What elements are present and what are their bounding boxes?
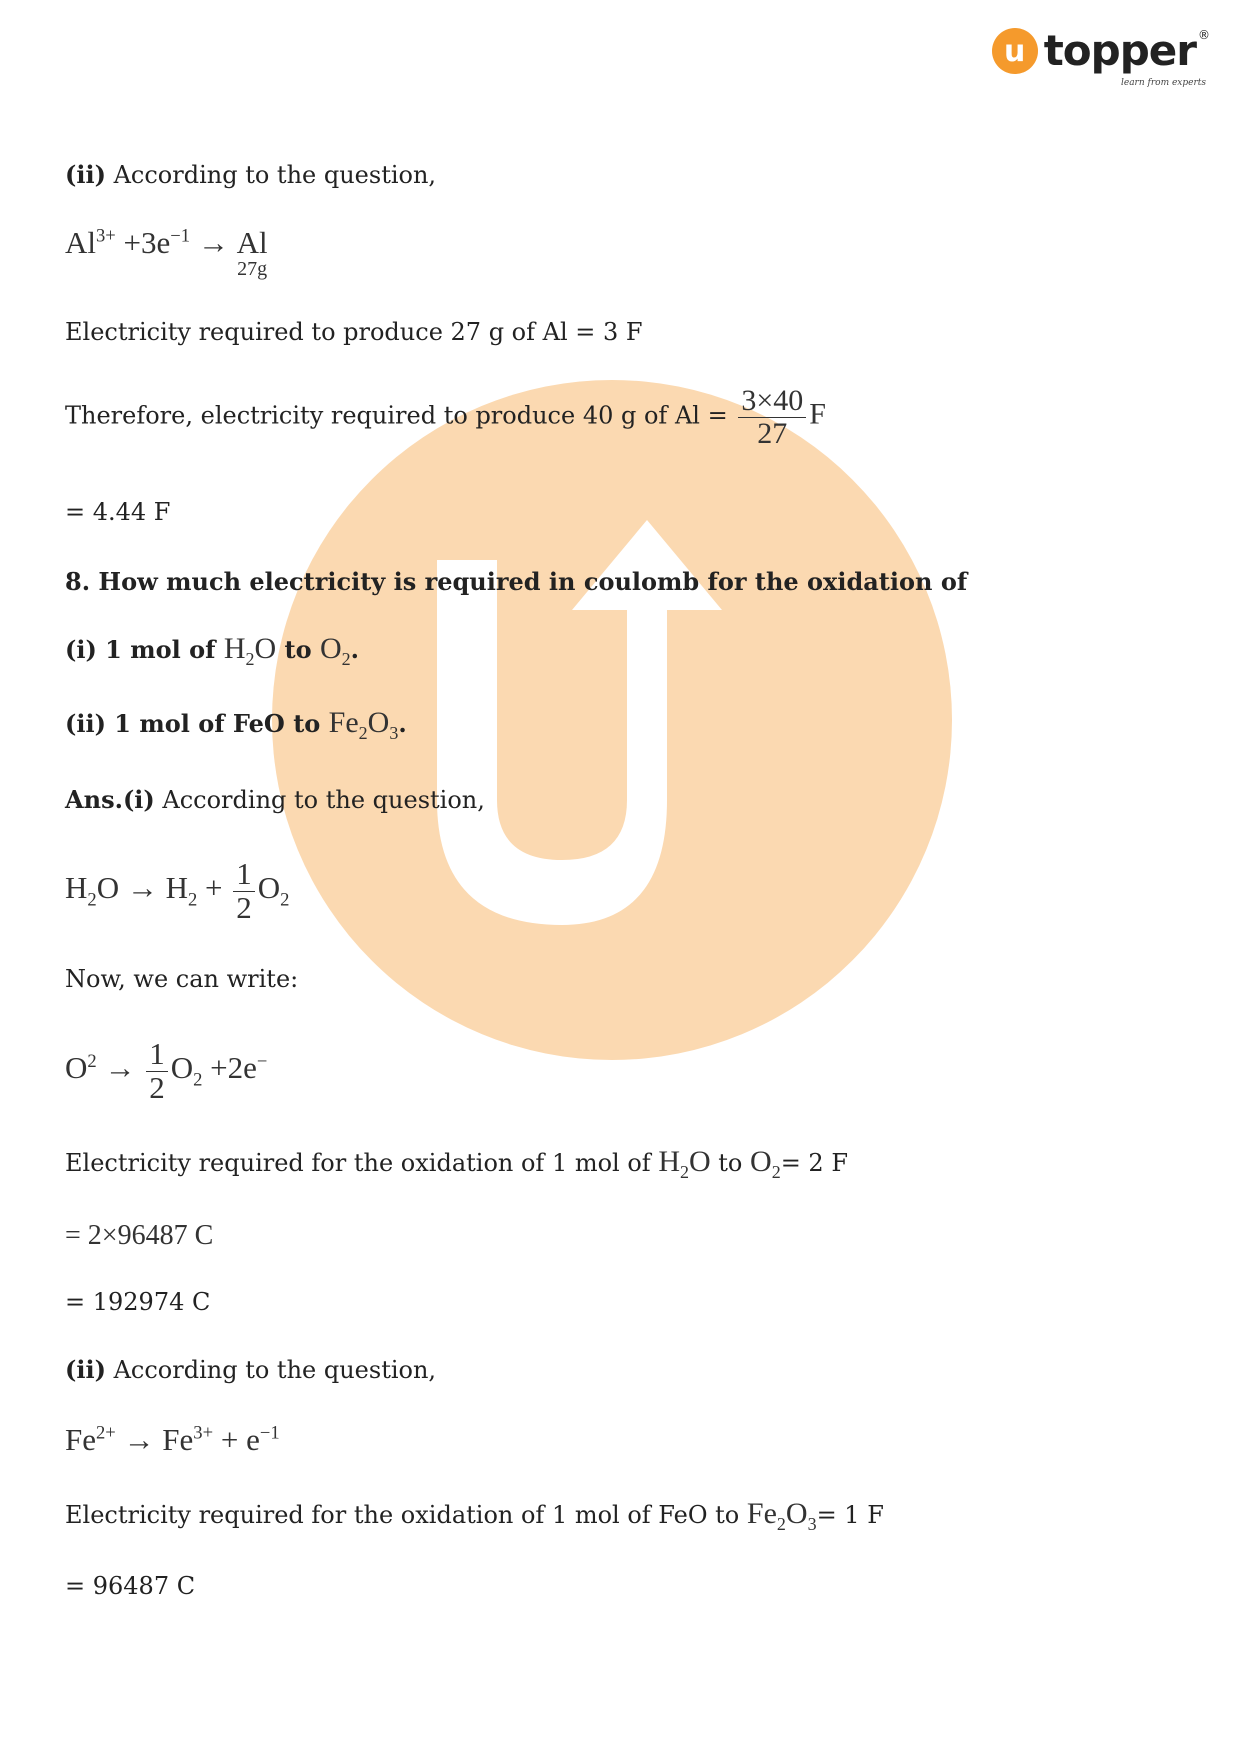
- logo-wordmark: topper: [1043, 26, 1196, 75]
- logo-tagline: learn from experts: [1120, 78, 1206, 88]
- result-4-44-f: = 4.44 F: [65, 498, 171, 526]
- answer-i-heading: Ans.(i) According to the question,: [65, 785, 485, 814]
- result-96487-c: = 96487 C: [65, 1572, 196, 1600]
- result-192974-c: = 192974 C: [65, 1288, 211, 1316]
- text-h2o-oxidation: Electricity required for the oxidation of 1 mol of $H_2O$ to $O_2= 2$ F: [65, 1145, 848, 1182]
- question-8-part-ii: (ii) 1 mol of FeO to $Fe_2O_3$.: [65, 706, 407, 743]
- fraction-3x40-over-27: $\frac{3\times 40}{27}$: [738, 385, 806, 449]
- text-now-we-can-write: Now, we can write:: [65, 965, 299, 993]
- equation-al-reduction: $Al^{3+} +3e^{-1}$ → Al 27g: [65, 225, 268, 280]
- question-8-title: 8. How much electricity is required in coulomb for the oxidation of: [65, 567, 968, 596]
- equation-iron-oxidation: $Fe^{2+} \to Fe^{3+} + e^{-1}$: [65, 1422, 280, 1457]
- brand-logo: [992, 26, 1210, 88]
- question-8-part-i: (i) 1 mol of $H_2O$ to $O_2$.: [65, 632, 359, 669]
- equation-water-decomposition: $H_2O \to H_2$ + $\frac{1}{2}$ $O_2$: [65, 856, 290, 925]
- logo-u-icon: u: [992, 28, 1038, 74]
- registered-mark: ®: [1198, 28, 1210, 42]
- text-27g-al: Electricity required to produce 27 g of Al = 3 F: [65, 318, 643, 346]
- equation-oxide-oxidation: $O^2$ → $\frac{1}{2}$ $O_2 +2e^-$: [65, 1036, 268, 1105]
- part-ii-b-heading: (ii) According to the question,: [65, 1355, 437, 1384]
- text-40g-al: Therefore, electricity required to produce 40 g of Al = $\frac{3\times 40}{27}$ F: [65, 384, 826, 450]
- calculation-2x96487: = 2×96487 C: [65, 1220, 214, 1251]
- part-ii-heading: (ii) According to the question,: [65, 160, 437, 189]
- text-feo-oxidation: Electricity required for the oxidation of 1 mol of FeO to $Fe_2O_3= 1$ F: [65, 1497, 884, 1534]
